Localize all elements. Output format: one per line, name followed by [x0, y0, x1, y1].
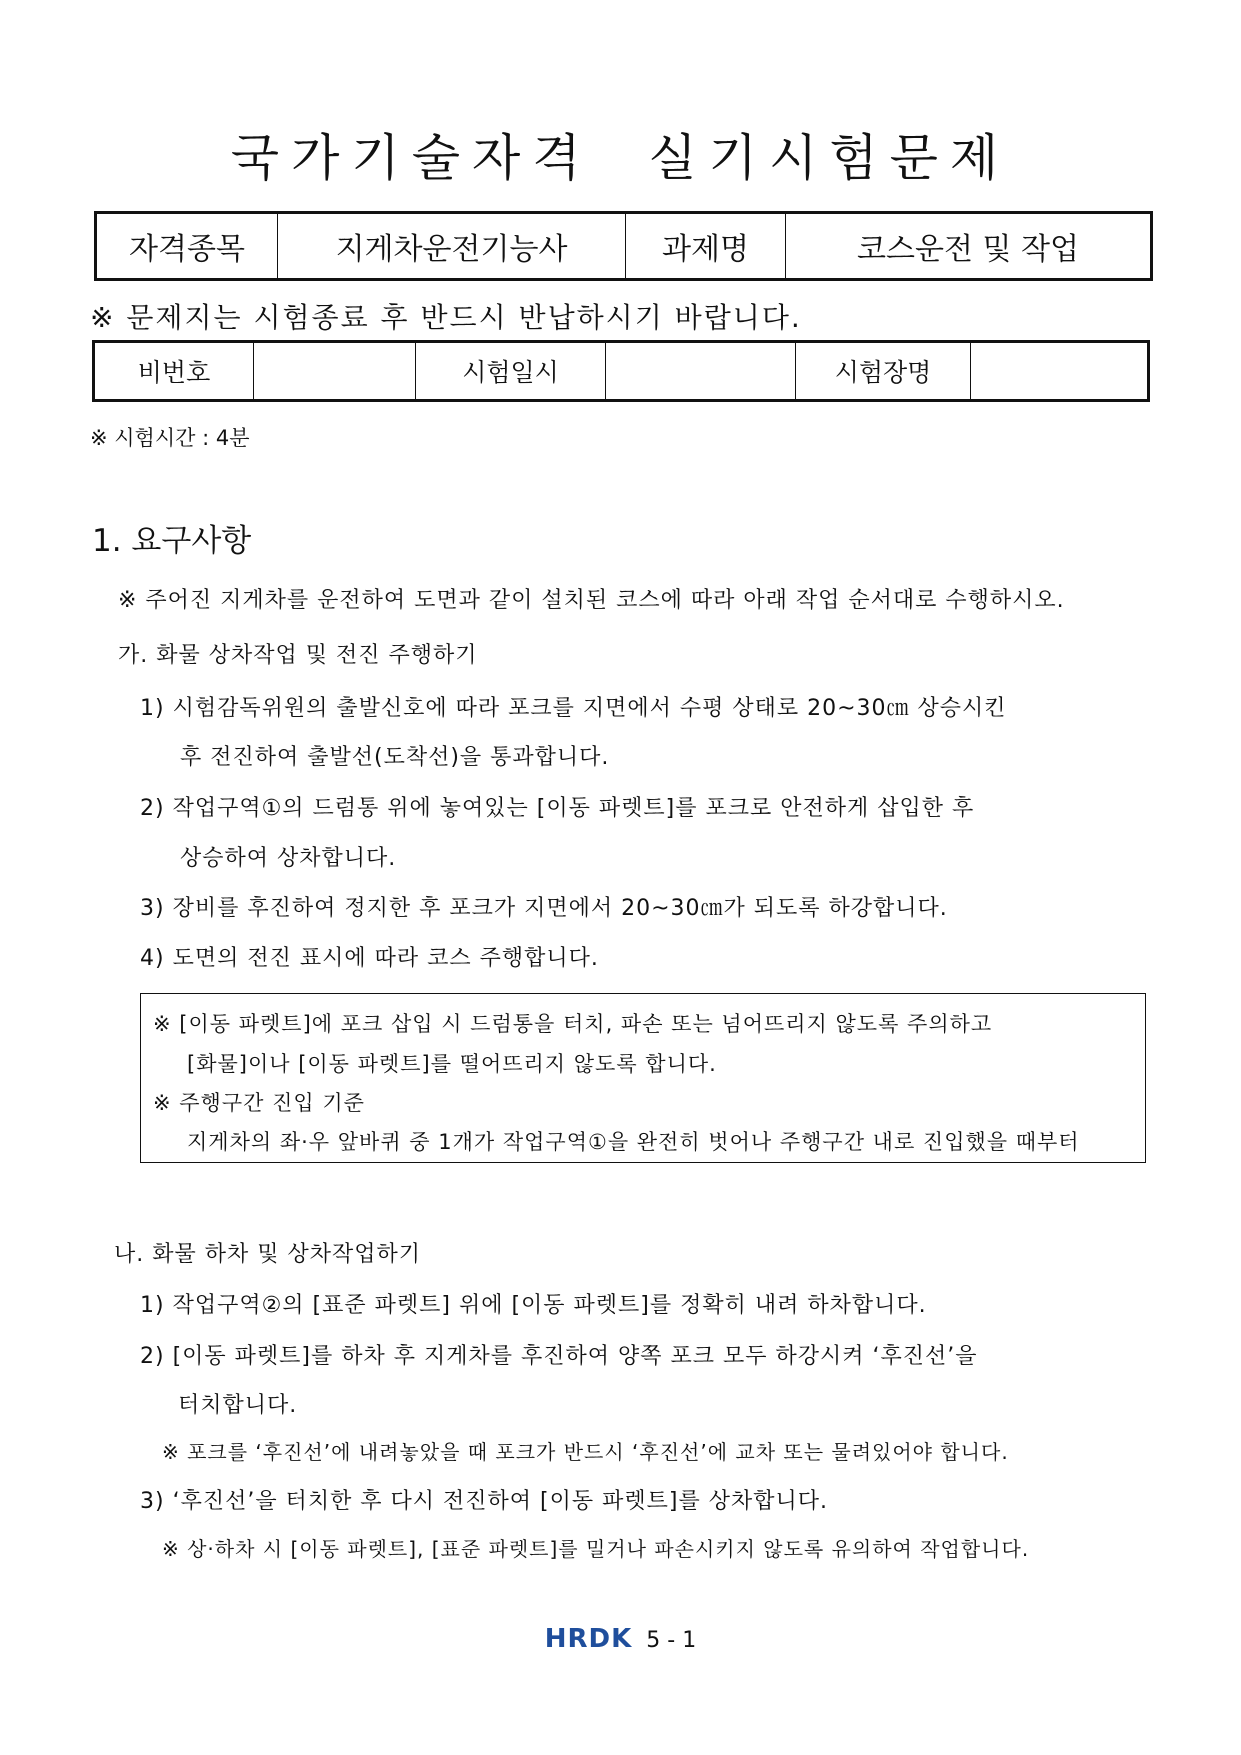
exam-number-label: 비번호 — [94, 342, 254, 401]
task-value: 코스운전 및 작업 — [786, 213, 1152, 280]
ga-item-2-line-1: 2) 작업구역①의 드럼통 위에 놓여있는 [이동 파렛트]를 포크로 안전하게 삽입한 후 — [140, 796, 975, 821]
return-notice: ※ 문제지는 시험종료 후 반드시 반납하시기 바랍니다. — [90, 301, 802, 334]
na-note-2: ※ 상·하차 시 [이동 파렛트], [표준 파렛트]를 밀거나 파손시키지 않도록 유의하여 작업합니다. — [162, 1537, 1030, 1561]
exam-number-value[interactable] — [254, 342, 416, 401]
exam-date-label: 시험일시 — [416, 342, 606, 401]
na-note-1: ※ 포크를 ‘후진선’에 내려놓았을 때 포크가 반드시 ‘후진선’에 교차 또는 물려있어야 합니다. — [162, 1440, 1009, 1464]
qualification-value: 지게차운전기능사 — [278, 213, 626, 280]
subsection-ga-title: 가. 화물 상차작업 및 전진 주행하기 — [118, 643, 478, 668]
ga-item-3: 3) 장비를 후진하여 정지한 후 포크가 지면에서 20~30㎝가 되도록 하강합니다. — [140, 896, 948, 921]
section-title: 1. 요구사항 — [92, 523, 252, 559]
caution-line-2: [화물]이나 [이동 파렛트]를 떨어뜨리지 않도록 합니다. — [187, 1052, 717, 1076]
exam-time-note: ※ 시험시간 : 4분 — [90, 426, 250, 450]
task-label: 과제명 — [626, 213, 786, 280]
qualification-label: 자격종목 — [96, 213, 278, 280]
exam-site-value[interactable] — [971, 342, 1149, 401]
page-footer — [0, 1624, 1241, 1654]
hrdk-logo: HRDK — [544, 1624, 633, 1654]
ga-item-4: 4) 도면의 전진 표시에 따라 코스 주행합니다. — [140, 946, 599, 971]
subsection-na-title: 나. 화물 하차 및 상차작업하기 — [114, 1242, 421, 1267]
page-title: 국가기술자격 실기시험문제 — [230, 129, 1011, 187]
na-item-3: 3) ‘후진선’을 터치한 후 다시 전진하여 [이동 파렛트]를 상차합니다. — [140, 1489, 828, 1514]
caution-line-1: ※ [이동 파렛트]에 포크 삽입 시 드럼통을 터치, 파손 또는 넘어뜨리지 않도록 주의하고 — [153, 1012, 993, 1036]
requirements-intro: ※ 주어진 지게차를 운전하여 도면과 같이 설치된 코스에 따라 아래 작업 순서대로 수행하시오. — [118, 588, 1065, 613]
exam-site-label: 시험장명 — [796, 342, 971, 401]
qualification-info-table — [94, 211, 1153, 281]
caution-box — [140, 993, 1146, 1163]
page-number: 5 - 1 — [646, 1628, 697, 1653]
caution-line-3: ※ 주행구간 진입 기준 — [153, 1091, 365, 1115]
ga-item-1-line-2: 후 전진하여 출발선(도착선)을 통과합니다. — [180, 745, 610, 770]
exam-info-table — [92, 340, 1150, 402]
ga-item-2-line-2: 상승하여 상차합니다. — [180, 846, 397, 871]
exam-date-value[interactable] — [606, 342, 796, 401]
caution-line-4: 지게차의 좌·우 앞바퀴 중 1개가 작업구역①을 완전히 벗어나 주행구간 내로 진입했을 때부터 — [187, 1130, 1080, 1154]
na-item-1: 1) 작업구역②의 [표준 파렛트] 위에 [이동 파렛트]를 정확히 내려 하차합니다. — [140, 1293, 927, 1318]
ga-item-1-line-1: 1) 시험감독위원의 출발신호에 따라 포크를 지면에서 수평 상태로 20~30㎝ 상승시킨 — [140, 696, 1007, 721]
na-item-2-line-1: 2) [이동 파렛트]를 하차 후 지게차를 후진하여 양쪽 포크 모두 하강시켜 ‘후진선’을 — [140, 1344, 978, 1369]
na-item-2-line-2: 터치합니다. — [178, 1393, 298, 1418]
